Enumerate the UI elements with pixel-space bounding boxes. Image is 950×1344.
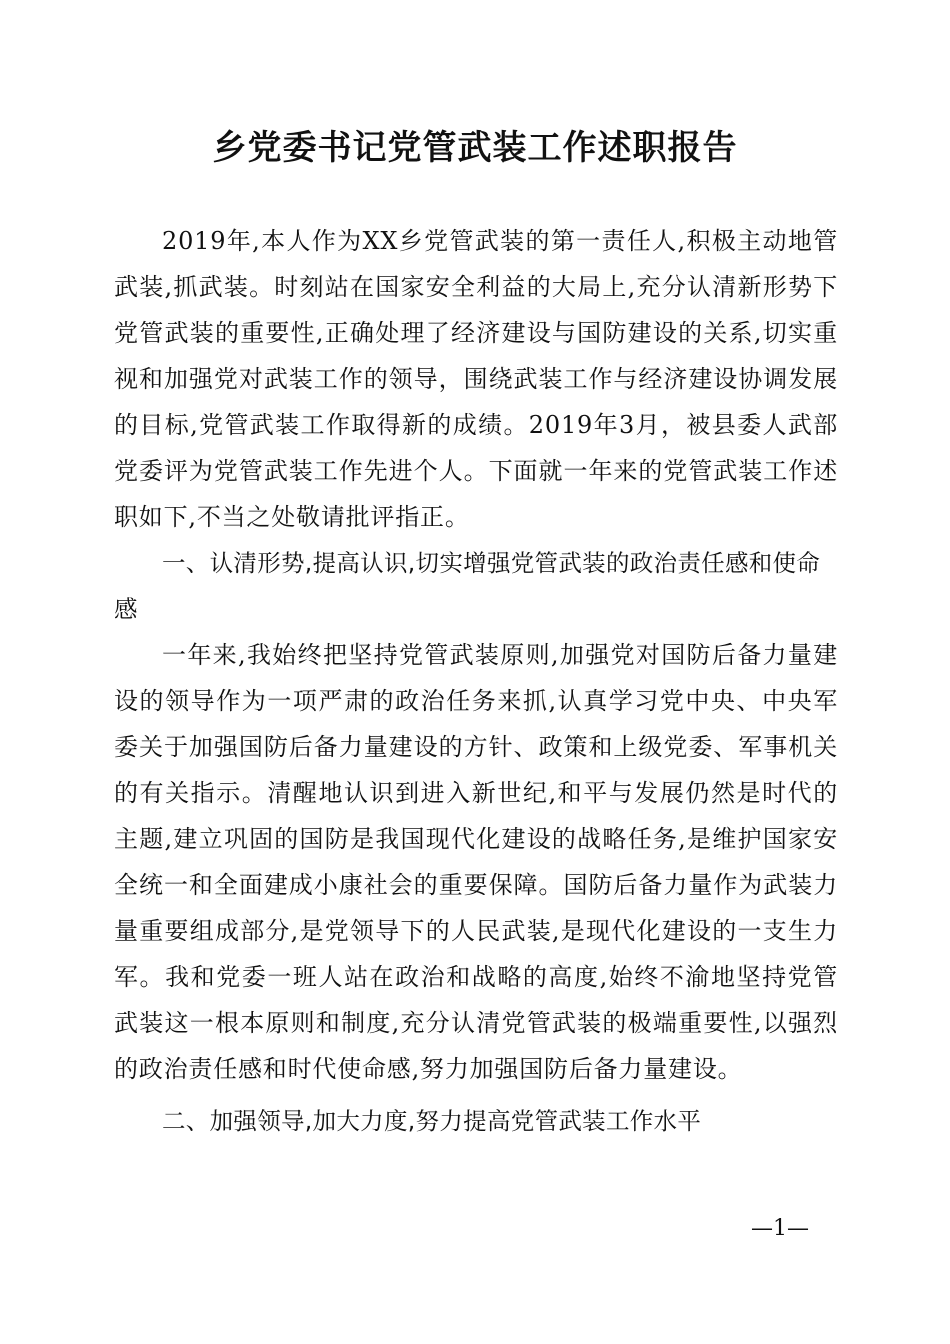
document-title: 乡党委书记党管武装工作述职报告 — [212, 128, 738, 168]
section-2-heading: 二、加强领导,加大力度,努力提高党管武装工作水平 — [162, 1107, 702, 1135]
section-1-heading: 一、认清形势,提高认识,切实增强党管武装的政治责任感和使命感 — [114, 549, 821, 623]
document-body — [114, 218, 838, 1144]
intro-paragraph: 2019年,本人作为XX乡党管武装的第一责任人,积极主动地管武装,抓武装。时刻站在国家安全利益的大局上,充分认清新形势下党管武装的重要性,正确处理了经济建设与国防建设的关系,切实重视和加强党对武装工作的领导，围绕武装工作与经济建设协调发展的目标,党管武装工作取得新的成绩。2019年3月，被县委人武部党委评为党管武装工作先进个人。下面就一年来的党管武装工作述职如下,不当之处敬请批评指正。 — [114, 227, 838, 531]
page-number: —1— — [751, 1216, 809, 1241]
section-1-paragraph: 一年来,我始终把坚持党管武装原则,加强党对国防后备力量建设的领导作为一项严肃的政治任务来抓,认真学习党中央、中央军委关于加强国防后备力量建设的方针、政策和上级党委、军事机关的有关指示。清醒地认识到进入新世纪,和平与发展仍然是时代的主题,建立巩固的国防是我国现代化建设的战略任务,是维护国家安全统一和全面建成小康社会的重要保障。国防后备力量作为武装力量重要组成部分,是党领导下的人民武装,是现代化建设的一支生力军。我和党委一班人站在政治和战略的高度,始终不渝地坚持党管武装这一根本原则和制度,充分认清党管武装的极端重要性,以强烈的政治责任感和时代使命感,努力加强国防后备力量建设。 — [114, 641, 838, 1083]
